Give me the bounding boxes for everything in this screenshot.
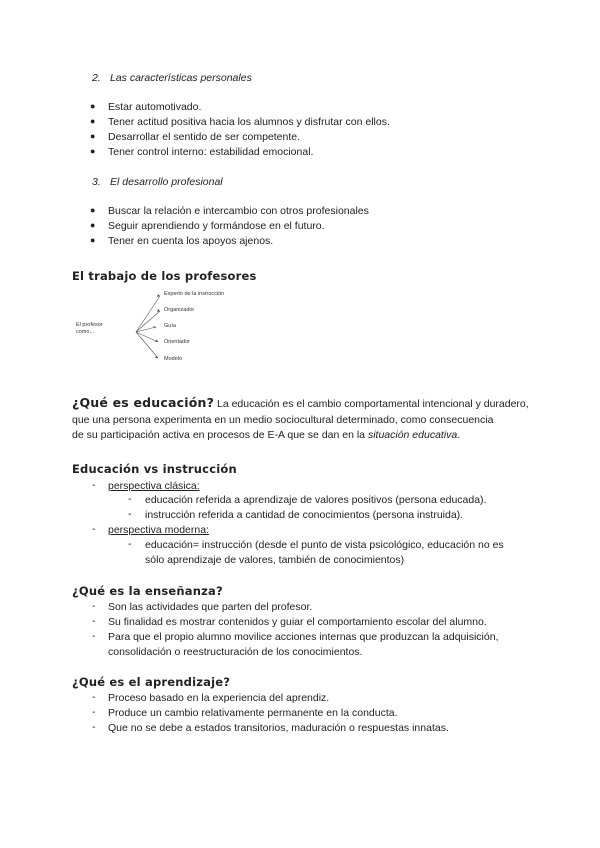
diagram-branch-label: Experto de la instrucción: [164, 291, 225, 297]
bullet-icon: ●: [90, 220, 96, 230]
diagram-center-line1: El profesor: [76, 322, 103, 328]
diagram-branch-label: Modelo: [164, 356, 183, 362]
educacion-question: ¿Qué es educación?: [72, 395, 215, 410]
trabajo-heading: El trabajo de los profesores: [72, 269, 257, 283]
list-item: Tener control interno: estabilidad emocional.: [108, 146, 314, 158]
list-item: Proceso basado en la experiencia del aprendiz.: [108, 692, 330, 704]
diagram-center-line2: como...: [76, 329, 95, 335]
section3-title: El desarrollo profesional: [110, 176, 223, 188]
arrowhead: [155, 356, 158, 359]
dash-icon: -: [92, 721, 96, 733]
list-item-continuation: consolidación o reestructuración de los conocimientos.: [108, 646, 363, 658]
list-item: Seguir aprendiendo y formándose en el futuro.: [108, 220, 325, 232]
list-item: educación referida a aprendizaje de valores positivos (persona educada).: [145, 494, 487, 506]
bullet-icon: ●: [90, 116, 96, 126]
bullet-icon: ●: [90, 205, 96, 215]
diagram-branch-label: Guía: [164, 323, 176, 329]
list-item: Desarrollar el sentido de ser competente.: [108, 131, 301, 143]
list-item: instrucción referida a cantidad de conocimientos (persona instruida).: [145, 509, 464, 521]
aprendizaje-heading: ¿Qué es el aprendizaje?: [72, 675, 231, 689]
dash-icon: -: [92, 691, 96, 703]
dash-icon: -: [128, 538, 132, 550]
educacion-period: .: [457, 429, 461, 441]
branch-line: [136, 332, 158, 342]
ensenanza-heading: ¿Qué es la enseñanza?: [72, 584, 223, 598]
dash-icon: -: [92, 615, 96, 627]
vs-heading: Educación vs instrucción: [72, 462, 237, 476]
list-item: educación= instrucción (desde el punto de vista psicológico, educación no es: [145, 539, 504, 551]
bullet-icon: ●: [90, 131, 96, 141]
dash-icon: -: [128, 508, 132, 520]
list-item: Tener en cuenta los apoyos ajenos.: [108, 235, 274, 247]
dash-icon: -: [128, 493, 132, 505]
list-item: Su finalidad es mostrar contenidos y guiar el comportamiento escolar del alumno.: [108, 616, 487, 628]
section2-title: Las características personales: [110, 72, 252, 84]
dash-icon: -: [92, 523, 96, 535]
dash-icon: -: [92, 600, 96, 612]
list-item: Buscar la relación e intercambio con otros profesionales: [108, 205, 369, 217]
list-item: Produce un cambio relativamente permanente en la conducta.: [108, 707, 398, 719]
dash-icon: -: [92, 630, 96, 642]
bullet-icon: ●: [90, 235, 96, 245]
perspectiva-clasica: perspectiva clásica:: [108, 480, 200, 492]
arrowhead: [153, 326, 156, 329]
section2-number: 2.: [92, 72, 101, 84]
educacion-situacion: situación educativa: [367, 429, 458, 441]
diagram-branch-label: Orientador: [164, 339, 190, 345]
educacion-line2: que una persona experimenta en un medio sociocultural determinado, como consecuencia: [72, 413, 494, 426]
list-item: Que no se debe a estados transitorios, maduración o respuestas innatas.: [108, 722, 449, 734]
educacion-paragraph: [72, 395, 542, 444]
dash-icon: -: [92, 479, 96, 491]
dash-icon: -: [92, 706, 96, 718]
section3-number: 3.: [92, 176, 101, 188]
list-item: Para que el propio alumno movilice acciones internas que produzcan la adquisición,: [108, 631, 499, 643]
educacion-line1: La educación es el cambio comportamental intencional y duradero,: [217, 398, 529, 410]
list-item-continuation: sólo aprendizaje de valores, también de conocimientos): [145, 554, 405, 566]
teacher-roles-diagram: [72, 288, 272, 370]
list-item: Son las actividades que parten del profesor.: [108, 601, 313, 613]
educacion-line3: de su participación activa en procesos de E-A que se dan en la: [72, 429, 366, 441]
branch-line: [136, 332, 158, 358]
list-item: Estar automotivado.: [108, 101, 202, 113]
diagram-branch-label: Organizador: [164, 307, 195, 313]
bullet-icon: ●: [90, 101, 96, 111]
perspectiva-moderna: perspectiva moderna:: [108, 524, 209, 536]
bullet-icon: ●: [90, 146, 96, 156]
list-item: Tener actitud positiva hacia los alumnos y disfrutar con ellos.: [108, 116, 390, 128]
